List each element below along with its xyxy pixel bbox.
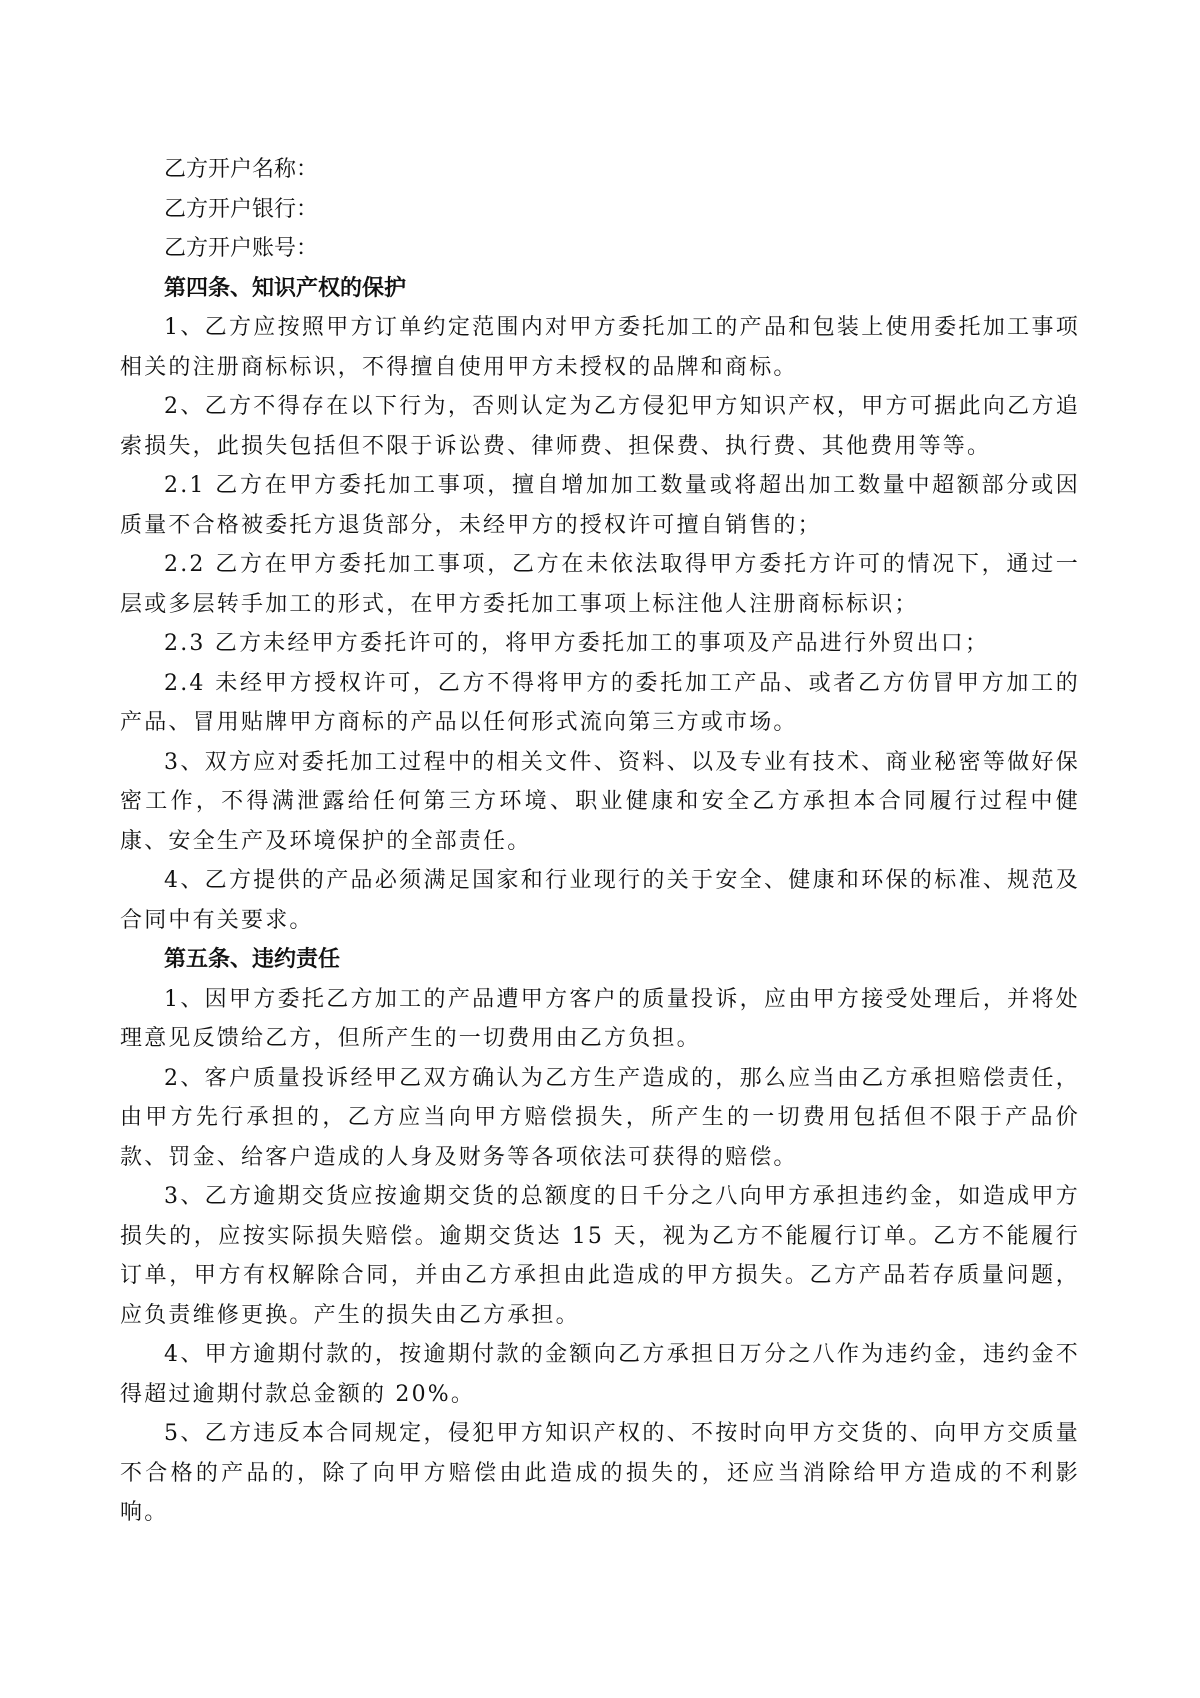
section-4-paragraph: 2、乙方不得存在以下行为，否则认定为乙方侵犯甲方知识产权，甲方可据此向乙方追索损失，此损失包括但不限于诉讼费、律师费、担保费、执行费、其他费用等等。 bbox=[120, 394, 1080, 459]
document-body bbox=[120, 150, 1080, 1533]
section-5-paragraph: 4、甲方逾期付款的，按逾期付款的金额向乙方承担日万分之八作为违约金，违约金不得超过逾期付款总金额的 20%。 bbox=[120, 1342, 1080, 1407]
section-4-paragraph: 3、双方应对委托加工过程中的相关文件、资料、以及专业有技术、商业秘密等做好保密工作，不得满泄露给任何第三方环境、职业健康和安全乙方承担本合同履行过程中健康、安全生产及环境保护的全部责任。 bbox=[120, 749, 1080, 854]
section-5-paragraph: 2、客户质量投诉经甲乙双方确认为乙方生产造成的，那么应当由乙方承担赔偿责任，由甲方先行承担的，乙方应当向甲方赔偿损失，所产生的一切费用包括但不限于产品价款、罚金、给客户造成的人身及财务等各项依法可获得的赔偿。 bbox=[120, 1065, 1080, 1170]
section-4-paragraph: 2.1 乙方在甲方委托加工事项，擅自增加加工数量或将超出加工数量中超额部分或因质量不合格被委托方退货部分，未经甲方的授权许可擅自销售的； bbox=[120, 473, 1080, 538]
section-4-heading: 第四条、知识产权的保护 bbox=[164, 274, 407, 301]
account-bank-line: 乙方开户银行： bbox=[164, 196, 319, 222]
section-4-paragraph: 2.3 乙方未经甲方委托许可的，将甲方委托加工的事项及产品进行外贸出口； bbox=[164, 631, 990, 656]
account-number-line: 乙方开户账号： bbox=[164, 236, 319, 261]
section-4-paragraph: 4、乙方提供的产品必须满足国家和行业现行的关于安全、健康和环保的标准、规范及合同中有关要求。 bbox=[120, 868, 1080, 933]
section-5-heading: 第五条、违约责任 bbox=[164, 946, 341, 972]
section-5-paragraph: 1、因甲方委托乙方加工的产品遭甲方客户的质量投诉，应由甲方接受处理后，并将处理意见反馈给乙方，但所产生的一切费用由乙方负担。 bbox=[120, 986, 1080, 1051]
section-4-paragraph: 2.2 乙方在甲方委托加工事项，乙方在未依法取得甲方委托方许可的情况下，通过一层或多层转手加工的形式，在甲方委托加工事项上标注他人注册商标标识； bbox=[120, 552, 1080, 617]
account-name-line: 乙方开户名称： bbox=[164, 157, 319, 182]
section-4-paragraph: 1、乙方应按照甲方订单约定范围内对甲方委托加工的产品和包装上使用委托加工事项相关的注册商标标识，不得擅自使用甲方未授权的品牌和商标。 bbox=[120, 315, 1080, 380]
section-4-paragraph: 2.4 未经甲方授权许可，乙方不得将甲方的委托加工产品、或者乙方仿冒甲方加工的产品、冒用贴牌甲方商标的产品以任何形式流向第三方或市场。 bbox=[120, 670, 1080, 735]
section-5-paragraph: 5、乙方违反本合同规定，侵犯甲方知识产权的、不按时向甲方交货的、向甲方交质量不合格的产品的，除了向甲方赔偿由此造成的损失的，还应当消除给甲方造成的不利影响。 bbox=[120, 1421, 1080, 1525]
section-5-paragraph: 3、乙方逾期交货应按逾期交货的总额度的日千分之八向甲方承担违约金，如造成甲方损失的，应按实际损失赔偿。逾期交货达 15 天，视为乙方不能履行订单。乙方不能履行订单，甲方有权解除合同，并由乙方承担由此造成的甲方损失。乙方产品若存质量问题，应负责维修更换。产生的损失由乙方承担。 bbox=[120, 1184, 1080, 1328]
